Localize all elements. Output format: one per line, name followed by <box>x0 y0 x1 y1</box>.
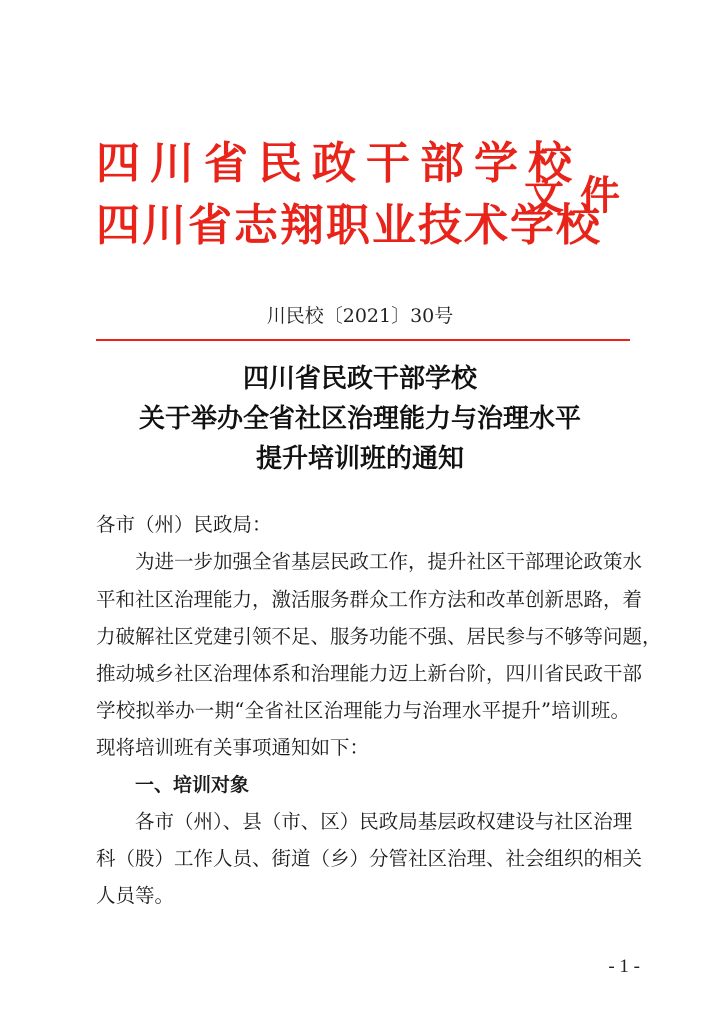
paragraph2-line: 各市（州）、县（市、区）民政局基层政权建设与社区治理 <box>135 810 633 833</box>
header-divider <box>96 339 630 341</box>
title-line-1: 四川省民政干部学校 <box>242 364 477 394</box>
paragraph1-line: 学校拟举办一期“全省社区治理能力与治理水平提升”培训班。 <box>96 699 630 722</box>
salutation: 各市（州）民政局： <box>96 513 272 536</box>
paragraph2-line: 科（股）工作人员、街道（乡）分管社区治理、社会组织的相关 <box>96 847 643 870</box>
page-number: - 1 - <box>608 956 640 977</box>
paragraph1-line: 为进一步加强全省基层民政工作，提升社区干部理论政策水 <box>135 550 643 573</box>
paragraph2-line: 人员等。 <box>96 884 175 907</box>
document-type-label: 文件 <box>524 172 636 219</box>
paragraph1-line: 现将培训班有关事项通知如下： <box>96 736 370 759</box>
paragraph1-line: 平和社区治理能力，激活服务群众工作方法和改革创新思路，着 <box>96 588 643 611</box>
section-heading: 一、培训对象 <box>135 774 250 796</box>
issuer-name-1: 四川省民政干部学校 <box>96 138 582 189</box>
issuer-name-2: 四川省志翔职业技术学校 <box>96 200 602 251</box>
title-line-3: 提升培训班的通知 <box>255 444 464 474</box>
document-number: 川民校〔2021〕30号 <box>266 305 454 327</box>
title-line-2: 关于举办全省社区治理能力与治理水平 <box>138 404 581 434</box>
paragraph1-line: 推动城乡社区治理体系和治理能力迈上新台阶，四川省民政干部 <box>96 662 643 685</box>
paragraph1-line: 力破解社区党建引领不足、服务功能不强、居民参与不够等问题， <box>96 625 662 648</box>
